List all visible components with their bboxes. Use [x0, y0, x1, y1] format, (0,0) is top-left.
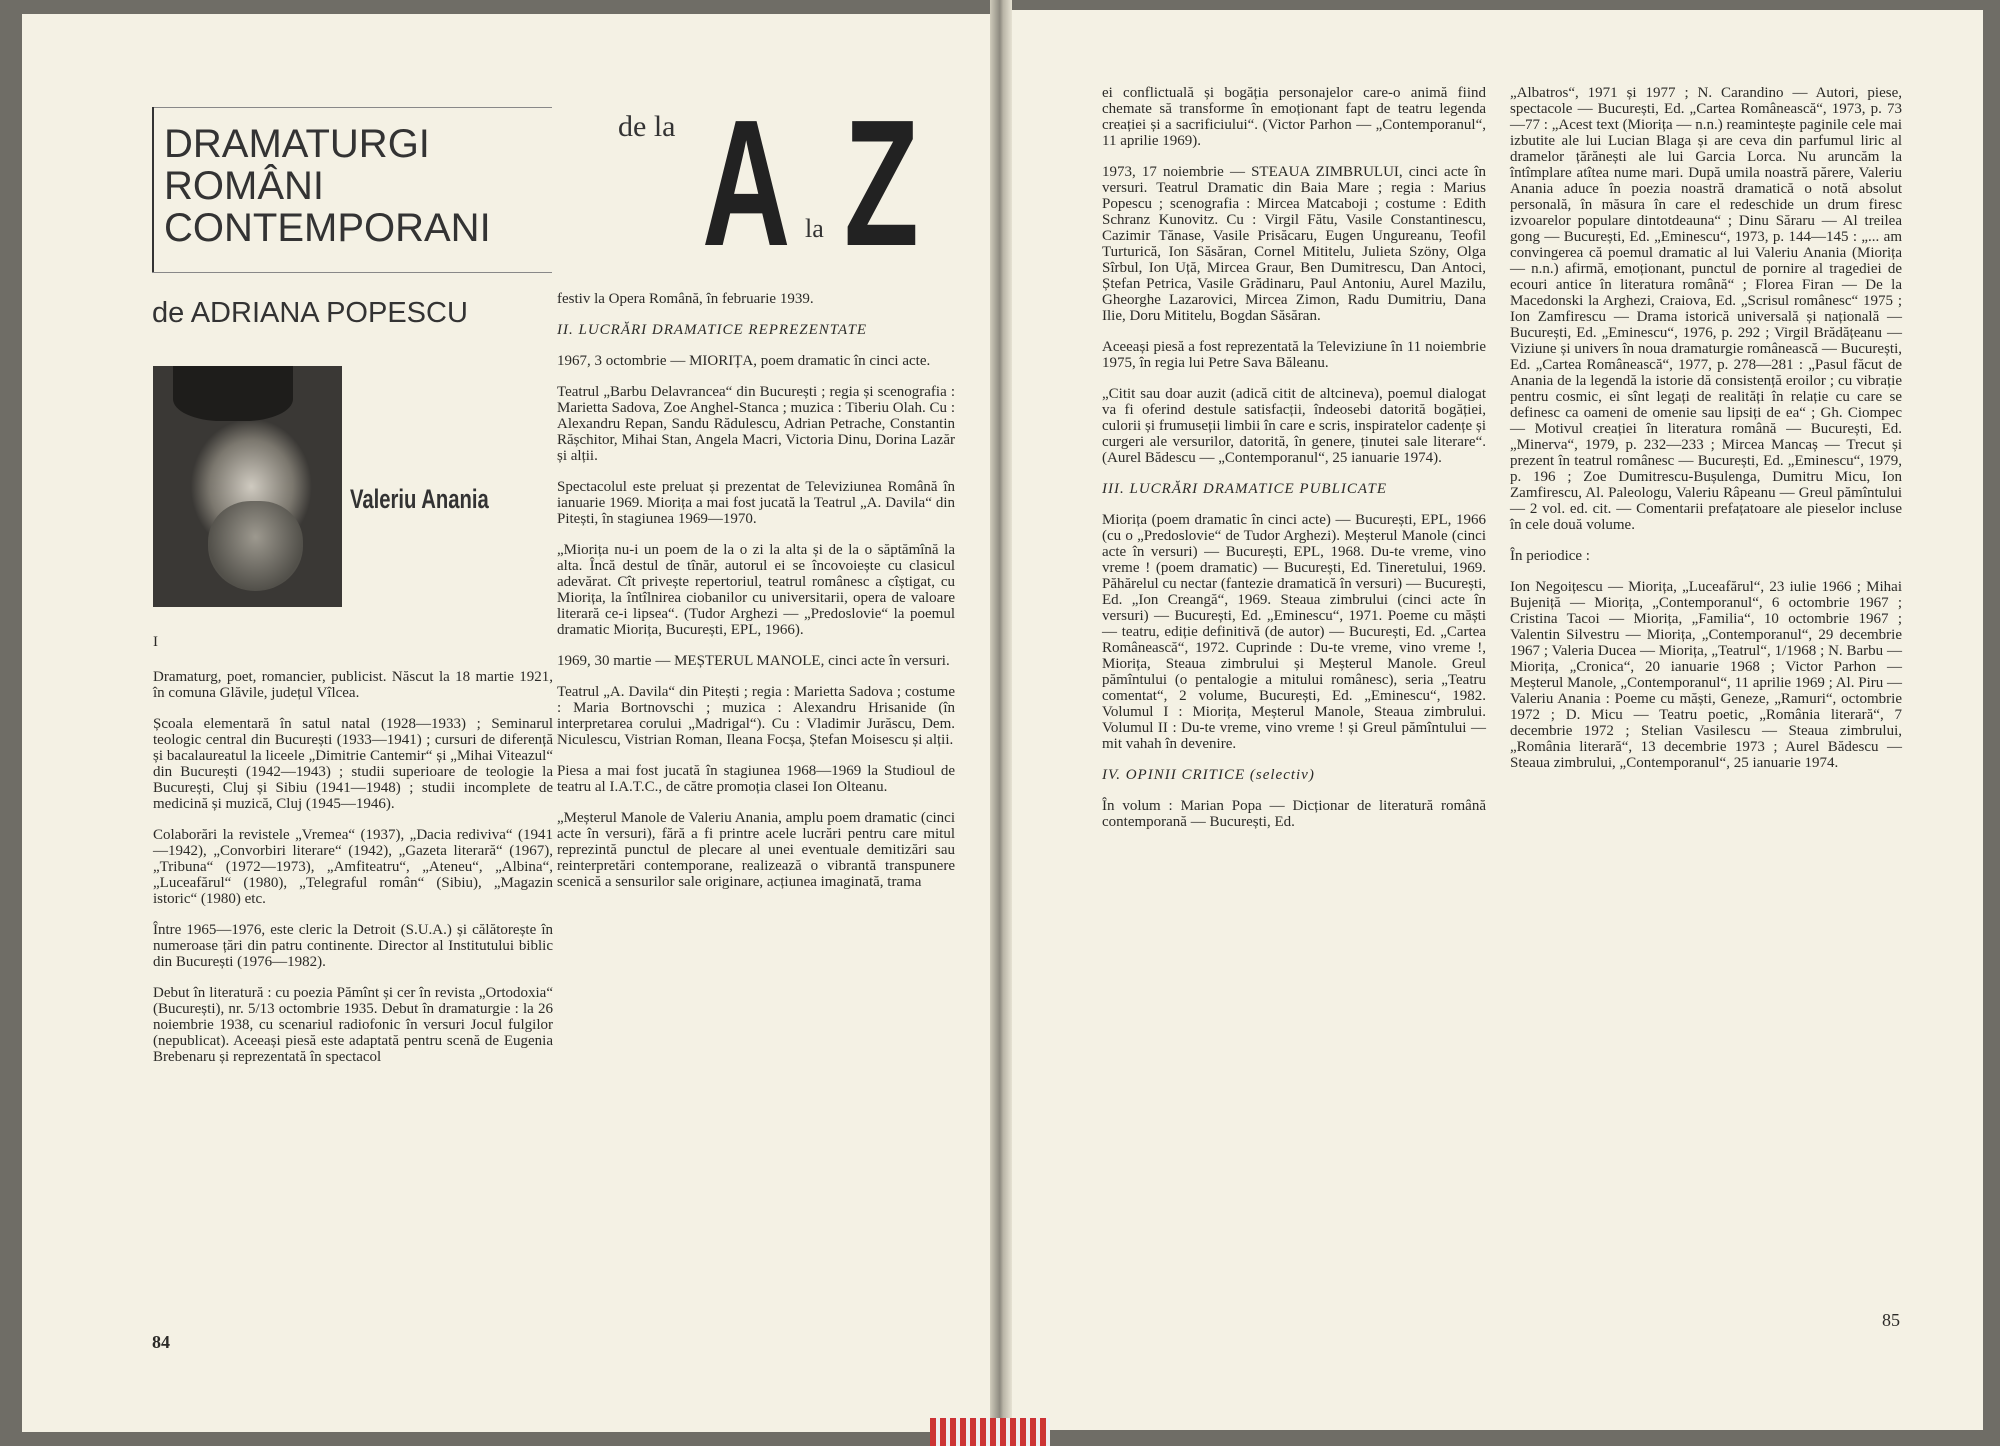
paragraph: Miorița (poem dramatic în cinci acte) — București, EPL, 1966 (cu o „Predoslovie“ de Tudor Arghezi). Meșterul Manole (cinci acte în versuri) — București, EPL, 1968. Du-te vreme, vino vreme ! (poem dramatic) — București, Ed. Tineretului, 1969. Păhărelul cu nectar (fantezie dramatică în versuri) — București, Ed. „Ion Creangă“, 1969. Steaua zimbrului (cinci acte în versuri) — București, Ed. „Eminescu“, 1971. Poeme cu măști — teatru, ediție definitivă (de autor) — București, Ed. „Cartea Românească“, 1972. Cuprinde : Du-te vreme, vino vreme !, Miorița, Steaua zimbrului și Meșterul Manole. Greul pămîntului (o pentalogie a mitului românesc), seria „Teatru comentat“, 2 volume, București, Ed. „Eminescu“, 1982. Volumul I : Miorița, Meșterul Manole, Steaua zimbrului. Volumul II : Du-te vreme, vino vreme ! și Greul pămîntului — mit vahah în devenire. [1102, 512, 1486, 752]
paragraph: „Citit sau doar auzit (adică citit de altcineva), poemul dialogat va fi oferind destule satisfacții, îndeosebi datorită bogăției, culorii și frumuseții limbii în care e scris, inspiratelor cadențe și curgeri ale versurilor, datorită, în genere, ținutei sale literare“. (Aurel Bădescu — „Contemporanul“, 25 ianuarie 1974). [1102, 386, 1486, 466]
left-column-1 [153, 669, 553, 1080]
section-heading: III. LUCRĂRI DRAMATICE PUBLICATE [1102, 481, 1388, 497]
la-label: la [805, 214, 824, 243]
title-line-1: DRAMATURGI [164, 122, 430, 166]
section-heading: II. LUCRĂRI DRAMATICE REPREZENTATE [557, 322, 868, 338]
big-letter-z: Z [844, 83, 919, 284]
title-rule-bottom [152, 272, 552, 273]
paragraph: ei conflictuală și bogăția personajelor care-o animă fiind chemate să transforme în emoționant fapt de teatru legenda creației și a sacrificiului“. (Victor Parhon — „Contemporanul“, 11 aprilie 1969). [1102, 85, 1486, 149]
de-la-label: de la [618, 110, 676, 143]
title-box [152, 107, 544, 272]
right-column-1 [1102, 85, 1486, 845]
author-byline: de ADRIANA POPESCU [152, 297, 468, 329]
bookmark-ribbon [930, 1418, 1050, 1446]
paragraph: „Meșterul Manole de Valeriu Anania, amplu poem dramatic (cinci acte în versuri), fără a fi printre acele lucrări pentru care mitul reprezintă punctul de plecare al unei eventuale demitizări sau reinterpretări contemporane, realizează o vibrantă transpunere scenică a sensurilor sale originare, acțiunea imaginată, trama [557, 810, 955, 890]
paragraph: Piesa a mai fost jucată în stagiunea 1968—1969 la Studioul de teatru al I.A.T.C., de către promoția clasei Ion Olteanu. [557, 763, 955, 795]
paragraph: Ion Negoițescu — Miorița, „Luceafărul“, 23 iulie 1966 ; Mihai Bujeniță — Miorița, „Contemporanul“, 6 octombrie 1967 ; Cristina Tacoi — Miorița, „Familia“, 10 octombrie 1967 ; Valentin Silvestru — Miorița, „Contemporanul“, 29 decembrie 1967 ; Valeria Ducea — Miorița, „Teatrul“, 1/1968 ; N. Barbu — Miorița, „Cronica“, 20 ianuarie 1968 ; Victor Parhon — Meșterul Manole, „Contemporanul“, 11 aprilie 1969 ; Al. Piru — Valeriu Anania : Poeme cu măști, Geneze, „Ramuri“, octombrie 1972 ; D. Micu — Teatru poetic, „România literară“, 7 decembrie 1972 ; Stelian Vasilescu — Steaua zimbrului, „România literară“, 13 decembrie 1973 ; Aurel Bădescu — Steaua zimbrului, „Contemporanul“, 25 ianuarie 1974. [1510, 579, 1902, 771]
paragraph: Aceeași piesă a fost reprezentată la Televiziune în 11 noiembrie 1975, în regia lui Petre Sava Băleanu. [1102, 339, 1486, 371]
page-number-left: 84 [152, 1332, 170, 1352]
paragraph: În volum : Marian Popa — Dicționar de literatură română contemporană — București, Ed. [1102, 798, 1486, 830]
right-column-2 [1510, 85, 1902, 786]
title-line-2: ROMÂNI [164, 164, 324, 208]
paragraph: „Albatros“, 1971 și 1977 ; N. Carandino — Autori, piese, spectacole — București, Ed. „Cartea Românească“, 1973, p. 73—77 : „Acest text (Miorița — n.n.) reamintește paginile cele mai izbutite ale lui Lucian Blaga și are ceva din parfumul liric al dramelor țărănești ale lui Garcia Lorca. Nu aruncăm la întîmplare atîtea nume mari. După umila noastră părere, Valeriu Anania aduce în poezia noastră dramatică o notă absolut personală, în măsura în care el redeschide un drum firesc izvoarelor populare dintotdeauna“ ; Dinu Săraru — Al treilea gong — București, Ed. „Eminescu“, 1973, p. 144—145 : „... am convingerea că poemul dramatic al lui Valeriu Anania (Miorița — n.n.) afirmă, emoționant, punctul de pornire al tragediei de ecouri antice în literatura română“ ; Florea Firan — De la Macedonski la Arghezi, Craiova, Ed. „Scrisul românesc“ 1975 ; Ion Zamfirescu — Drama istorică universală și națională — București, Ed. „Eminescu“, 1976, p. 292 ; Virgil Brădățeanu — Viziune și univers în noua dramaturgie românească — București, Ed. „Cartea Românească“, 1977, p. 278—281 : „Pasul făcut de Anania de la legendă la istorie dă consistență eroilor ; cu vibrație pentru cosmic, ei sînt legați de realități în relație cu care se definesc ca oameni de omenie sau lipsiți de ea“ ; Gh. Ciompec — Motivul creației în literatura română — București, Ed. „Minerva“, 1979, p. 232—233 ; Mircea Mancaș — Trecut și prezent în teatrul românesc — București, Ed. „Eminescu“, 1979, p. 196 ; Zoe Dumitrescu-Bușulenga, Dumitru Micu, Ion Zamfirescu, Al. Paleologu, Valeriu Râpeanu — Greul pămîntului — 2 vol. ed. cit. — Comentarii prefațatoare ale pieselor incluse în cele două volume. [1510, 85, 1902, 533]
series-title [164, 123, 491, 249]
paragraph: Teatrul „Barbu Delavrancea“ din București ; regia și scenografia : Marietta Sadova, Zoe Anghel-Stanca ; muzica : Tiberiu Olah. Cu : Alexandru Repan, Sandu Rădulescu, Adrian Petrache, Constantin Rășchitor, Mihai Stan, Angela Macri, Victoria Dinu, Dorina Lazăr și alții. [557, 384, 955, 464]
paragraph: 1973, 17 noiembrie — STEAUA ZIMBRULUI, cinci acte în versuri. Teatrul Dramatic din Baia Mare ; regia : Marius Popescu ; scenografia : Mircea Matcaboji ; costume : Edith Schranz Kunovitz. Cu : Virgil Fătu, Vasile Constantinescu, Cazimir Tănase, Vasile Prisăcaru, Eugen Ungureanu, Teofil Turturică, Ion Săsăran, Cornel Mititelu, Julieta Szöny, Olga Sîrbul, Ion Uță, Mircea Graur, Ben Dumitrescu, Dan Antoci, Ștefan Petrica, Vasile Grădinaru, Paul Antoniu, Aurel Mazilu, Gheorghe Lazarovici, Mircea Zimon, Radu Dumitriu, Dana Ilie, Doru Mititelu, Bogdan Săsăran. [1102, 164, 1486, 324]
title-line-3: CONTEMPORANI [164, 206, 491, 250]
right-page [1003, 10, 1983, 1430]
paragraph: Între 1965—1976, este cleric la Detroit (S.U.A.) și călătorește în numeroase țări din patru continente. Director al Institutului biblic din București (1976—1982). [153, 922, 553, 970]
section-heading: IV. OPINII CRITICE (selectiv) [1102, 767, 1315, 783]
left-page [22, 14, 997, 1432]
portrait-hat [173, 366, 293, 421]
paragraph: 1969, 30 martie — MEȘTERUL MANOLE, cinci acte în versuri. [557, 653, 950, 669]
book-gutter [990, 0, 1012, 1446]
subject-name: Valeriu Anania [350, 484, 489, 514]
paragraph: „Miorița nu-i un poem de la o zi la alta și de la o săptămînă la alta. Încă destul de tînăr, autorul ei se încovoiește cu clasicul adevărat. Cît privește repertoriul, teatrul românesc a cîștigat, cu Miorița, la întîlnirea ciobanilor cu universitarii, opera de valoare literară ce-i lipsea“. (Tudor Arghezi — „Predoslovie“ la poemul dramatic Miorița, București, EPL, 1966). [557, 542, 955, 638]
left-column-2 [557, 291, 955, 905]
paragraph: În periodice : [1510, 548, 1590, 564]
paragraph: 1967, 3 octombrie — MIORIȚA, poem dramatic în cinci acte. [557, 353, 931, 369]
paragraph: Spectacolul este preluat și prezentat de Televiziunea Română în ianuarie 1969. Miorița a mai fost jucată la Teatrul „A. Davila“ din Pitești, în stagiunea 1969—1970. [557, 479, 955, 527]
paragraph: festiv la Opera Română, în februarie 1939. [557, 291, 814, 307]
paragraph: Dramaturg, poet, romancier, publicist. Născut la 18 martie 1921, în comuna Glăvile, județul Vîlcea. [153, 669, 553, 701]
paragraph: Debut în literatură : cu poezia Pămînt și cer în revista „Ortodoxia“ (București), nr. 5/13 octombrie 1935. Debut în dramaturgie : la 26 noiembrie 1938, cu scenariul radiofonic în versuri Jocul fulgilor (nepublicat). Aceeași piesă este adaptată pentru scenă de Eugenia Brebenaru și reprezentată în spectacol [153, 985, 553, 1065]
page-number-right: 85 [1882, 1310, 1900, 1330]
portrait-beard [208, 501, 303, 591]
section-number: I [153, 634, 158, 650]
portrait-photo [153, 366, 342, 607]
big-letter-a: A [702, 83, 791, 284]
paragraph: Școala elementară în satul natal (1928—1933) ; Seminarul teologic central din București (1933—1941) ; cursuri de diferență și bacalaureatul la liceele „Dimitrie Cantemir“ și „Mihai Viteazul“ din București (1942—1943) ; studii superioare de teologie la București, Cluj și Sibiu (1941—1948) ; studii incomplete de medicină și muzică, Cluj (1945—1946). [153, 716, 553, 812]
paragraph: Colaborări la revistele „Vremea“ (1937), „Dacia rediviva“ (1941—1942), „Convorbiri literare“ (1942), „Gazeta literară“ (1967), „Tribuna“ (1972—1973), „Amfiteatru“, „Ateneu“, „Albina“, „Luceafărul“ (1980), „Telegraful român“ (Sibiu), „Magazin istoric“ (1980) etc. [153, 827, 553, 907]
paragraph: Teatrul „A. Davila“ din Pitești ; regia : Marietta Sadova ; costume : Maria Bortnovschi ; muzica : Alexandru Hrisanide (în interpretarea corului „Madrigal“). Cu : Vladimir Jurăscu, Dem. Niculescu, Vistrian Roman, Ileana Focșa, Ștefan Moisescu și alții. [557, 684, 955, 748]
